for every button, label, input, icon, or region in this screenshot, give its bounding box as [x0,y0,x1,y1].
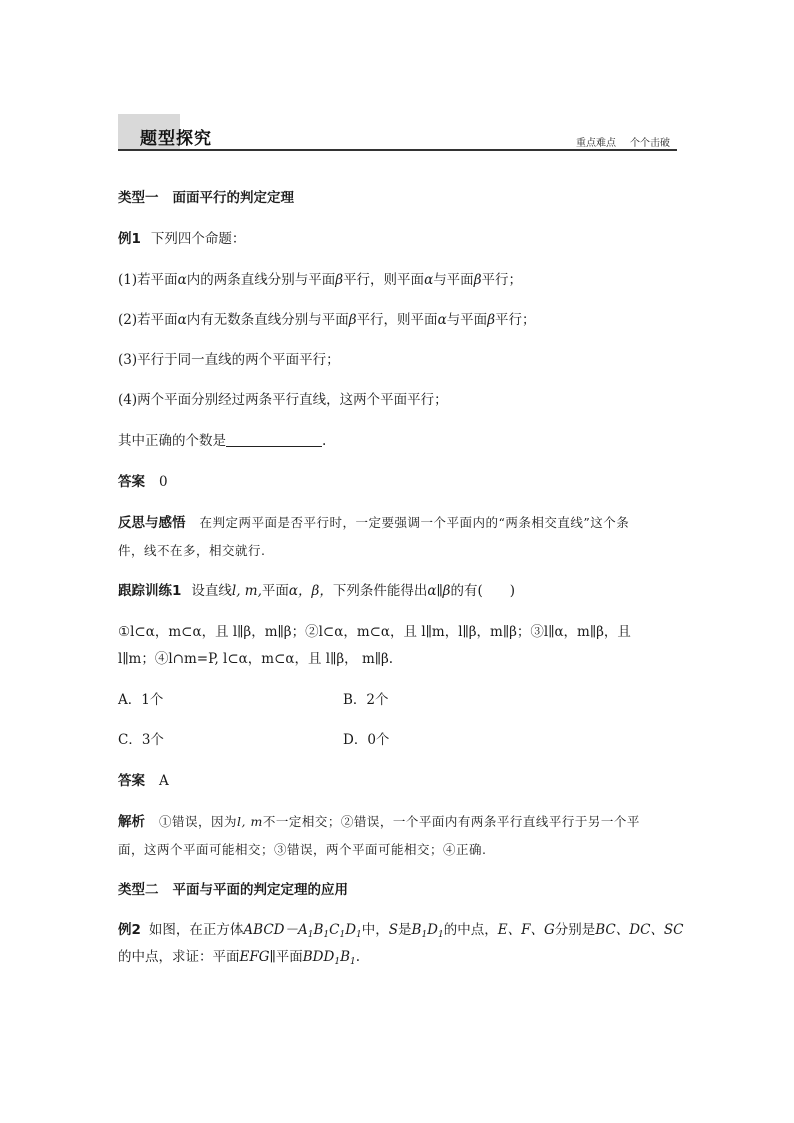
proposition-1: (1)若平面α内的两条直线分别与平面β平行，则平面α与平面β平行； [118,272,522,288]
practice1-stem: 跟踪训练1 设直线l, m,平面α，β，下列条件能得出α∥β的有( ) [118,583,516,599]
proposition-3: (3)平行于同一直线的两个平面平行； [118,352,340,368]
section2-heading: 类型二 平面与平面的判定定理的应用 [118,882,348,898]
analysis-line-1: 解析 ①错误，因为l, m不一定相交；②错误，一个平面内有两条平行直线平行于另一个平 [118,814,640,830]
header-rule [118,149,677,151]
example1-question: 其中正确的个数是 . [118,433,327,449]
proposition-2: (2)若平面α内有无数条直线分别与平面β平行，则平面α与平面β平行； [118,312,536,328]
example2-line-1: 例2 如图，在正方体$ABCD-A_1B_1C_1D_1$中，S是$B_1D_1$的中点，E、F、G分别是BC、DC、SC [118,922,684,940]
section-banner-title: 题型探究 [140,129,212,149]
header-tag-key-points: 重点难点 [576,138,616,149]
option-d: D．0个 [343,732,390,748]
example2-line-2: 的中点，求证：平面EFG∥平面$BDD_1B_1$. [118,949,361,967]
option-b: B．2个 [343,692,389,708]
analysis-line-2: 面，这两个平面可能相交；③错误，两个平面可能相交；④正确. [118,842,487,857]
reflection-label: 反思与感悟 [118,515,186,531]
header-tag-breakthrough: 个个击破 [630,138,670,149]
option-a: A．1个 [118,692,164,708]
option-c: C．3个 [118,732,164,748]
example1-answer: 答案 0 [118,474,168,490]
practice1-label: 跟踪训练1 [118,583,182,599]
practice1-conditions-line-1: ①l⊂α，m⊂α，且 l∥β，m∥β；②l⊂α，m⊂α，且 l∥m，l∥β，m∥β；③l∥α，m∥β，且 [118,624,631,640]
section1-heading: 类型一 面面平行的判定定理 [118,190,294,206]
reflection-line-2: 件，线不在多，相交就行. [118,543,266,558]
reflection-line-1: 反思与感悟 在判定两平面是否平行时，一定要强调一个平面内的“两条相交直线”这个条 [118,515,630,531]
example1-intro: 例1 下列四个命题： [118,231,246,247]
practice1-conditions-line-2: l∥m；④l∩m=P, l⊂α，m⊂α，且 l∥β， m∥β. [118,651,394,667]
answer-blank [226,432,322,447]
analysis-label: 解析 [118,814,145,830]
proposition-4: (4)两个平面分别经过两条平行直线，这两个平面平行； [118,392,448,408]
example2-label: 例2 [118,922,141,938]
practice1-answer: 答案 A [118,773,169,789]
example1-label: 例1 [118,231,141,247]
